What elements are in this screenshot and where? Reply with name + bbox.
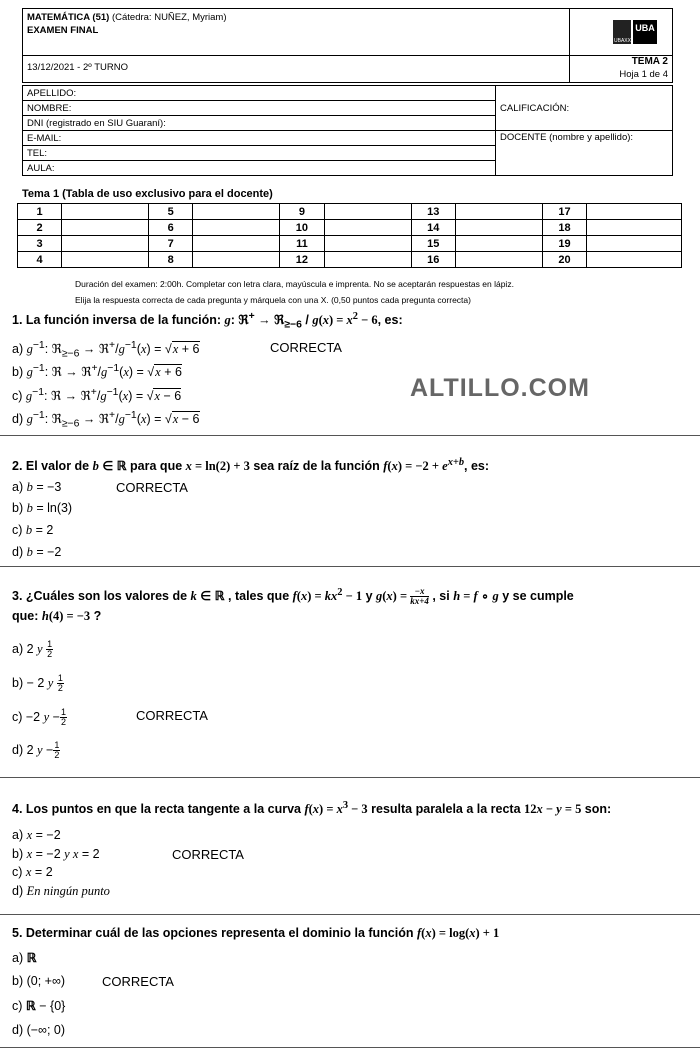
tema-grid-answer-cell[interactable] [62, 252, 149, 268]
hoja-label: Hoja 1 de 4 [619, 69, 668, 80]
tema-grid-number: 2 [18, 220, 62, 236]
tema-grid-number: 8 [149, 252, 193, 268]
q2-option-a[interactable]: a) b = −3 [12, 480, 62, 494]
question-3-line2: que: h(4) = −3 ? [12, 609, 102, 623]
q4-correct-mark: CORRECTA [172, 847, 244, 862]
instructions-line1: Duración del examen: 2:00h. Completar con letra clara, mayúscula e imprenta. No se aceptarán respuestas en lápiz. [75, 279, 514, 289]
q1-option-c[interactable]: c) $g^{-1}$: ℜ → $ℜ^+/g^{-1}(x) = √x - 6$ [12, 387, 182, 404]
question-5: 5. Determinar cuál de las opciones representa el dominio la función f(x) = log(x) + 1 [12, 926, 500, 940]
q3-option-c[interactable]: c) −2 y − $\frac{1}{2}$ [12, 707, 66, 727]
tema-grid-row [18, 252, 682, 268]
q3-option-d[interactable]: d) 2 y − $\frac{1}{2}$ [12, 740, 60, 760]
course-label: MATEMÁTICA (51) [27, 12, 110, 23]
tema-grid-number: 6 [149, 220, 193, 236]
q3-option-a[interactable]: a) 2 y $\frac{1}{2}$ [12, 639, 53, 659]
separator [0, 777, 700, 778]
q2-option-d[interactable]: d) b = −2 [12, 545, 62, 559]
question-3: 3. ¿Cuáles son los valores de k ∈ ℝ , tales que $f(x) = kx^2 - 1$ y g(x) = $\frac{-x}{kx+4}$ , si h = f ∘ g y se cumple [12, 586, 574, 607]
tema-grid-answer-cell[interactable] [455, 220, 542, 236]
uba-logo [613, 20, 655, 47]
tema-grid-number: 12 [280, 252, 324, 268]
tema-label: TEMA 2 [631, 56, 668, 67]
header-left [23, 9, 570, 82]
q4-option-d[interactable]: d) En ningún punto [12, 884, 110, 898]
tema-grid-number: 20 [542, 252, 586, 268]
q1-option-a[interactable]: a) $g^{-1}$: ℜ$_{\ge-6}$ → $ℜ^+/g^{-1}(x) = √x + 6$ [12, 340, 200, 360]
separator [0, 1047, 700, 1048]
tema-grid-row [18, 220, 682, 236]
exam-header [22, 8, 673, 83]
tema-grid-answer-cell[interactable] [455, 204, 542, 220]
q5-option-a[interactable]: a) ℝ [12, 951, 37, 965]
tema-grid-number: 17 [542, 204, 586, 220]
tema-grid-row [18, 204, 682, 220]
q2-correct-mark: CORRECTA [116, 480, 188, 495]
q1-option-d[interactable]: d) $g^{-1}$: ℜ$_{\ge-6}$ → $ℜ^+/g^{-1}(x) = √x - 6$ [12, 410, 200, 430]
tema-grid-number: 3 [18, 236, 62, 252]
tema-grid-answer-cell[interactable] [587, 220, 682, 236]
logo-sub: UBAXXI [614, 38, 633, 44]
q1-option-b[interactable]: b) $g^{-1}$: ℜ → $ℜ^+/g^{-1}(x) = √x + 6$ [12, 363, 182, 380]
tema-grid-number: 5 [149, 204, 193, 220]
tema-grid-number: 16 [411, 252, 455, 268]
tema-grid-number: 14 [411, 220, 455, 236]
exam-type: EXAMEN FINAL [27, 25, 99, 36]
tema-grid-answer-cell[interactable] [455, 236, 542, 252]
q2-option-c[interactable]: c) b = 2 [12, 523, 54, 537]
separator [0, 914, 700, 915]
tema-grid-answer-cell[interactable] [193, 220, 280, 236]
tema-grid-answer-cell[interactable] [587, 236, 682, 252]
q2-option-b[interactable]: b) b = ln(3) [12, 501, 73, 515]
tema-grid-answer-cell[interactable] [587, 204, 682, 220]
tema-table-title: Tema 1 (Tabla de uso exclusivo para el docente) [22, 188, 273, 200]
date-turn: 13/12/2021 - 2º TURNO [27, 62, 128, 73]
q3-correct-mark: CORRECTA [136, 708, 208, 723]
nombre-field[interactable]: NOMBRE: [23, 101, 496, 116]
q4-option-c[interactable]: c) x = 2 [12, 865, 53, 879]
tema-grid-number: 1 [18, 204, 62, 220]
tema-grid-answer-cell[interactable] [62, 220, 149, 236]
q4-option-b[interactable]: b) x = −2 y x = 2 [12, 847, 100, 861]
tema-grid-answer-cell[interactable] [587, 252, 682, 268]
dni-field[interactable]: DNI (registrado en SIU Guaraní): [23, 116, 496, 131]
separator [0, 566, 700, 567]
tema-grid-number: 11 [280, 236, 324, 252]
tema-grid-number: 15 [411, 236, 455, 252]
q1-correct-mark: CORRECTA [270, 340, 342, 355]
q5-option-c[interactable]: c) ℝ − {0} [12, 999, 66, 1013]
q4-option-a[interactable]: a) x = −2 [12, 828, 61, 842]
instructions-line2: Elija la respuesta correcta de cada pregunta y márquela con una X. (0,50 puntos cada pregunta correcta) [75, 295, 471, 305]
tema-grid-answer-cell[interactable] [324, 252, 411, 268]
apellido-field[interactable]: APELLIDO: [23, 86, 496, 101]
course-chair: (Cátedra: NUÑEZ, Myriam) [111, 12, 227, 23]
tema-grid-answer-cell[interactable] [324, 236, 411, 252]
tema-grid-number: 7 [149, 236, 193, 252]
q5-option-d[interactable]: d) (−∞; 0) [12, 1023, 66, 1037]
tema-grid-answer-cell[interactable] [62, 204, 149, 220]
tema-grid-number: 18 [542, 220, 586, 236]
calificacion-field[interactable]: CALIFICACIÓN: [496, 86, 673, 131]
q5-option-b[interactable]: b) (0; +∞) [12, 974, 66, 988]
student-info-table [22, 85, 673, 176]
email-field[interactable]: E-MAIL: [23, 131, 496, 146]
tema-grid-answer-cell[interactable] [62, 236, 149, 252]
tema-grid-answer-cell[interactable] [324, 220, 411, 236]
question-4: 4. Los puntos en que la recta tangente a la curva $f(x) = x^3 - 3$ resulta paralela a la recta 12x − y = 5 son: [12, 800, 612, 817]
aula-field[interactable]: AULA: [23, 161, 496, 176]
tema-grid-answer-cell[interactable] [193, 204, 280, 220]
tema-grid-answer-cell[interactable] [193, 252, 280, 268]
tema-grid-row [18, 236, 682, 252]
tel-field[interactable]: TEL: [23, 146, 496, 161]
question-2: 2. El valor de b ∈ ℝ para que x = ln(2) + 3 sea raíz de la función $f(x) = -2 + e^{x+b}$, es: [12, 457, 490, 474]
tema-grid-number: 10 [280, 220, 324, 236]
tema-grid [17, 203, 682, 268]
q3-option-b[interactable]: b) − 2 y $\frac{1}{2}$ [12, 673, 63, 693]
question-1: 1. La función inversa de la función: g: ℜ+ → ℜ$_{\ge-6}$ / $g(x) = x^2 - 6$, es: [12, 311, 403, 331]
tema-grid-answer-cell[interactable] [193, 236, 280, 252]
tema-grid-number: 4 [18, 252, 62, 268]
tema-grid-number: 19 [542, 236, 586, 252]
tema-grid-number: 13 [411, 204, 455, 220]
docente-field[interactable]: DOCENTE (nombre y apellido): [496, 131, 673, 176]
separator [0, 435, 700, 436]
watermark: ALTILLO.COM [410, 374, 590, 402]
tema-grid-answer-cell[interactable] [455, 252, 542, 268]
tema-grid-number: 9 [280, 204, 324, 220]
logo-text: UBA [633, 20, 657, 44]
q5-correct-mark: CORRECTA [102, 974, 174, 989]
tema-grid-answer-cell[interactable] [324, 204, 411, 220]
